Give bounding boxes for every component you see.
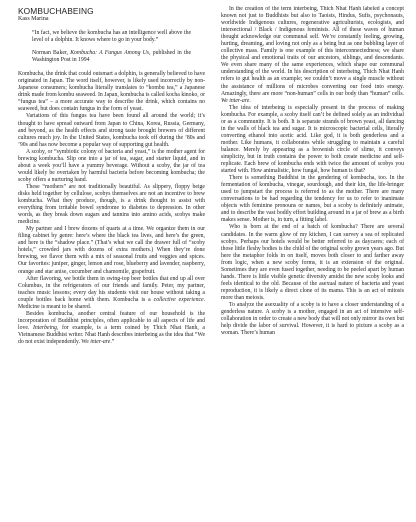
article-title: KOMBUCHABEING: [18, 6, 94, 16]
epigraph: [18, 30, 205, 64]
two-column-spread: [18, 6, 404, 518]
body-paragraph-2: Variations of this fungus tea have been found all around the world; it’s thought to have spread outward from Japan to China, Korea, Russia, Germany, and beyond, as the health effects and strong taste brought brewers of different cultures much joy. In the United States, kombucha took off during the ’80s and ’90s and has now become a popular way of supporting gut health.: [18, 113, 205, 148]
body-paragraph-5: My partner and I brew dozens of quarts at a time. We organize them in our filing cabinet by genre: here’s where the black tea lives, and here’s the green, and here is the “shadow place.” (That’s what we call the drawer full of “scoby hotels,” crowded jars with dozens of extra mothers.) When they’re done brewing, we flavor them with a mix of seasonal fruits and veggies and spices. Our favorites: juniper, ginger, lemon and rose, blueberry and lavender, raspberry, orange and star anise, cucumber and chamomile, grapefruit.: [18, 226, 205, 275]
paragraph-7-text: Besides kombucha, another central feature of our household is the incorporation of Buddhist principles, often applicable to all aspects of life and love.: [18, 310, 205, 331]
right-column: [221, 6, 404, 518]
body-paragraph-10: There is something Buddhist in the gendering of kombucha, too. In the fermentation of kombucha, vinegar, sourdough, and their kin, the life-bringer used to jumpstart the process is referred to as the mother. There are many conversations to be had regarding the tendency for us to refer to inanimate objects with feminine pronouns or names, but a scoby is definitely animate, and to describe the vast bodily effort building around in a jar of brew as a birth makes sense. Mother is, in turn, a fitting label.: [221, 175, 404, 224]
paragraph-7-emphasis: Interbeing: [32, 324, 57, 331]
paragraph-8-end: .: [249, 97, 251, 104]
paragraph-6-emphasis: collective experience: [153, 296, 204, 303]
body-paragraph-6: [18, 276, 205, 311]
body-paragraph-7: [18, 311, 205, 346]
body-paragraph-11: Who is born at the end of a batch of kombucha? There are several candidates. In the warm glow of my kitchen, I can survey a sea of replicated scobys. Perhaps our hotels would be better referred to as daycares; each of those little fleshy bodies is the child of the original scoby grown years ago. But here the metaphor folds in on itself, moves both closer to and farther away from logic, when a new scoby forms, it is an extension of the original. Sometimes they are even fused together, needing to be peeled apart by human hands. There is little visible genetic diversity amidst the new scoby looks and feels identical to the old. Because of the asexual nature of bacteria and yeast reproduction, it is likely a direct clone of its mama. This is an act of mitosis more than meiosis.: [221, 224, 404, 301]
paragraph-8-text: In the creation of the term interbeing, Thich Nhat Hanh labeled a concept known not just to Buddhists but also to Taoists, Hindus, Sufis, psychonauts, worldwide Indigenous cultures, regenerative agriculturists, ecologists, and intersectional / Black / Indigenous feminists. All of these waves of human thought acknowledge our communal self. We’re constantly feeling, growing, hurting, dreaming, and loving not only as a being but as one bubbling layer of collective mass. Family is one example of this interconnectedness; we share the physical and emotional traits of our ancestors, siblings, and descendants. We even share many of the same experiences, which shape our communal understanding of the world. In his description of interbeing, Thich Nhat Hanh refers to gut health as an example; we couldn’t move a single muscle without the assistance of millions of microbes converting our food into energy. Amazingly, there are more “non-human” cells in our body than “human” cells.: [221, 6, 404, 97]
body-paragraph-8: [221, 6, 404, 105]
body-paragraph-1: Kombucha, the drink that could outsmart a dolphin, is generally believed to have originated in Japan. The word itself, however, is likely used incorrectly by non-Japanese consumers; kombucha literally translates to “kombu tea,” a Japanese drink made from kombu seaweed. In Japan, kombucha is called kocha kinoko, or “fungus tea” – a more accurate way to describe the drink, which contains no seaweed, but does contain fungus in the form of yeast.: [18, 71, 205, 113]
paragraph-7-mid: , for example, is a term coined by Thich Nhat Hanh, a Vietnamese Buddhist writer. Nhat Hanh describes interbeing as the idea that “We do not exist independently. We: [18, 324, 205, 345]
epigraph-attribution: [32, 50, 191, 64]
body-paragraph-3: A scoby, or “symbiotic colony of bacteria and yeast,” is the mother agent for brewing kombucha. Slip one into a jar of tea, sugar, and starter liquid, and in about a week you’ll have a yummy beverage. Without a scoby, the jar of tea would likely be overtaken by harmful bacteria before becoming kombucha; the scoby offers a nurturing hand.: [18, 148, 205, 183]
attribution-book-title: Kombucha: A Fungus Among Us: [70, 50, 150, 57]
epigraph-quote: “In fact, we believe the kombucha has an intelligence well above the level of a dolphin. It knows where to go in your body.”: [32, 30, 191, 44]
body-paragraph-4: These “mothers” are not traditionally beautiful. As slippery, floppy beige disks held together by cellulose, scobys themselves are not an incentive to brew kombucha. What they produce, though, is a drink thought to assist with everything from irritable bowel syndrome to diabetes to depression. In other words, as they break down sugars and tannins into amino acids, scobys make medicine.: [18, 183, 205, 226]
article-author: Kass Marina: [18, 16, 49, 22]
paragraph-7-emphasis-2: inter-are: [90, 338, 111, 345]
paragraph-6-end: . Medicine is meant to be shared.: [18, 296, 205, 310]
paragraph-8-emphasis: We inter-are: [221, 97, 250, 104]
body-paragraph-9: The idea of interbeing is especially present in the process of making kombucha. For example, a scoby itself can’t be defined solely as an individual or as a community. It is both. It is separate strands of brown yeast, all dancing in the walls of black tea and sugar. It is microscopic bacterial cells, literally converting ethanol into acetic acid. Like god, it is both genderless and a mother. Like humans, it collaborates while struggling to maintain a careful balance. Merely by appearing as a brownish circle of slime, it conveys simplicity, but in truth contains the power to both create medicine and self-replicate. Each brew of kombucha ends with twice the amount of scobys you started with. How animalistic, how fungal, how human is that?: [221, 104, 404, 175]
body-paragraph-12: To analyze the asexuality of a scoby is to have a closer understanding of a genderless nature. A scoby is a mother, engaged in an act of intensive self-collaboration in order to create a new body that will not only mirror its own but help divide the labor of survival. However, it is hard to picture a scoby as a woman. There’s human: [221, 301, 404, 337]
attribution-prefix: Norman Baker,: [32, 50, 71, 57]
attribution-suffix: , published in the Washington Post in 1994: [32, 50, 192, 64]
paragraph-7-end: .”: [110, 338, 115, 345]
paragraph-6-text: After flavoring, we bottle them in swing-top beer bottles that end up all over Columbus, in the refrigerators of our friends and family. Peter, my partner, teaches music lessons; every day his students visit our house without taking a couple bottles back home with them. Kombucha is a: [18, 275, 205, 303]
left-column: [18, 6, 205, 518]
